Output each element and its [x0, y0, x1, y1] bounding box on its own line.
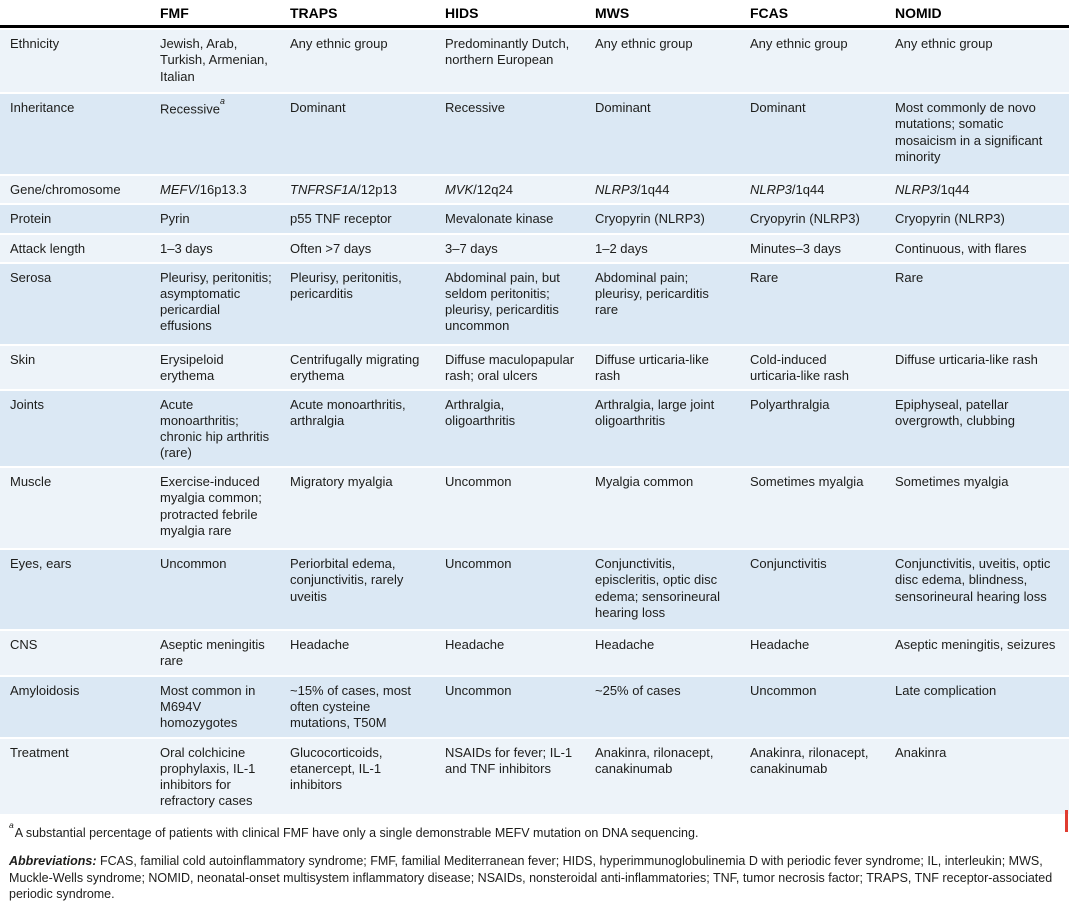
cell-ethnicity-fmf: Jewish, Arab, Turkish, Armenian, Italian: [150, 30, 280, 92]
cell-attack-length-nomid: Continuous, with flares: [885, 235, 1069, 262]
row-label-eyes-ears: Eyes, ears: [0, 550, 150, 629]
cell-treatment-hids: NSAIDs for fever; IL-1 and TNF inhibitors: [435, 739, 585, 814]
cell-amyloidosis-fmf: Most common in M694V homozygotes: [150, 677, 280, 737]
cell-cns-hids: Headache: [435, 631, 585, 674]
cell-cns-nomid: Aseptic meningitis, seizures: [885, 631, 1069, 674]
cell-attack-length-mws: 1–2 days: [585, 235, 740, 262]
cell-ethnicity-hids: Predominantly Dutch, northern European: [435, 30, 585, 92]
cell-gene-chromosome-mws: NLRP3/1q44: [585, 176, 740, 203]
cell-ethnicity-mws: Any ethnic group: [585, 30, 740, 92]
cell-amyloidosis-fcas: Uncommon: [740, 677, 885, 737]
footnote-a-text: A substantial percentage of patients with clinical FMF have only a single demonstrable MEFV mutation on DNA sequencing.: [14, 826, 699, 841]
cell-amyloidosis-nomid: Late complication: [885, 677, 1069, 737]
cell-muscle-nomid: Sometimes myalgia: [885, 468, 1069, 548]
cell-skin-mws: Diffuse urticaria-like rash: [585, 346, 740, 389]
cell-inheritance-mws: Dominant: [585, 94, 740, 174]
table-row-gene-chromosome: [0, 176, 1069, 203]
cell-eyes-ears-fmf: Uncommon: [150, 550, 280, 629]
cell-amyloidosis-hids: Uncommon: [435, 677, 585, 737]
table-row-serosa: [0, 264, 1069, 344]
cell-cns-fcas: Headache: [740, 631, 885, 674]
cell-eyes-ears-hids: Uncommon: [435, 550, 585, 629]
table-row-treatment: [0, 739, 1069, 814]
column-header-mws: MWS: [595, 5, 630, 21]
cell-gene-chromosome-traps: TNFRSF1A/12p13: [280, 176, 435, 203]
cell-gene-chromosome-nomid: NLRP3/1q44: [885, 176, 1069, 203]
cell-protein-traps: p55 TNF receptor: [280, 205, 435, 232]
cell-attack-length-fmf: 1–3 days: [150, 235, 280, 262]
table-row-inheritance: [0, 94, 1069, 174]
cell-joints-traps: Acute monoarthritis, arthralgia: [280, 391, 435, 466]
table-body: [0, 30, 1069, 814]
footnote-a-marker: a: [9, 820, 14, 831]
cell-amyloidosis-mws: ~25% of cases: [585, 677, 740, 737]
row-label-joints: Joints: [0, 391, 150, 466]
table-row-muscle: [0, 468, 1069, 548]
column-header-hids: HIDS: [445, 5, 479, 21]
cell-inheritance-hids: Recessive: [435, 94, 585, 174]
row-label-attack-length: Attack length: [0, 235, 150, 262]
cell-joints-mws: Arthralgia, large joint oligoarthritis: [585, 391, 740, 466]
cell-joints-hids: Arthralgia, oligoarthritis: [435, 391, 585, 466]
cell-eyes-ears-mws: Conjunctivitis, episcleritis, optic disc edema; sensorineural hearing loss: [585, 550, 740, 629]
row-label-muscle: Muscle: [0, 468, 150, 548]
cell-serosa-hids: Abdominal pain, but seldom peritonitis; pleurisy, pericarditis uncommon: [435, 264, 585, 344]
cell-amyloidosis-traps: ~15% of cases, most often cysteine mutations, T50M: [280, 677, 435, 737]
row-label-inheritance: Inheritance: [0, 94, 150, 174]
abbreviations-label: Abbreviations:: [9, 854, 97, 869]
cell-ethnicity-traps: Any ethnic group: [280, 30, 435, 92]
row-label-gene-chromosome: Gene/chromosome: [0, 176, 150, 203]
column-header-traps: TRAPS: [290, 5, 338, 21]
cell-protein-fmf: Pyrin: [150, 205, 280, 232]
cell-muscle-fmf: Exercise-induced myalgia common; protracted febrile myalgia rare: [150, 468, 280, 548]
table-row-attack-length: [0, 235, 1069, 262]
row-label-amyloidosis: Amyloidosis: [0, 677, 150, 737]
row-label-treatment: Treatment: [0, 739, 150, 814]
cell-inheritance-nomid: Most commonly de novo mutations; somatic mosaicism in a significant minority: [885, 94, 1069, 174]
cell-treatment-fmf: Oral colchicine prophylaxis, IL-1 inhibitors for refractory cases: [150, 739, 280, 814]
cell-joints-fmf: Acute monoarthritis; chronic hip arthritis (rare): [150, 391, 280, 466]
cell-attack-length-hids: 3–7 days: [435, 235, 585, 262]
cell-attack-length-traps: Often >7 days: [280, 235, 435, 262]
row-label-skin: Skin: [0, 346, 150, 389]
cell-ethnicity-nomid: Any ethnic group: [885, 30, 1069, 92]
cell-eyes-ears-fcas: Conjunctivitis: [740, 550, 885, 629]
cell-eyes-ears-traps: Periorbital edema, conjunctivitis, rarely uveitis: [280, 550, 435, 629]
cell-skin-fcas: Cold-induced urticaria-like rash: [740, 346, 885, 389]
column-header-fmf: FMF: [160, 5, 189, 21]
footnote-a: [9, 820, 1059, 841]
cell-inheritance-traps: Dominant: [280, 94, 435, 174]
cell-treatment-mws: Anakinra, rilonacept, canakinumab: [585, 739, 740, 814]
cell-inheritance-fcas: Dominant: [740, 94, 885, 174]
cell-cns-mws: Headache: [585, 631, 740, 674]
cell-muscle-hids: Uncommon: [435, 468, 585, 548]
cell-treatment-fcas: Anakinra, rilonacept, canakinumab: [740, 739, 885, 814]
cell-protein-nomid: Cryopyrin (NLRP3): [885, 205, 1069, 232]
table-row-amyloidosis: [0, 677, 1069, 737]
cell-treatment-nomid: Anakinra: [885, 739, 1069, 814]
cell-skin-fmf: Erysipeloid erythema: [150, 346, 280, 389]
cell-serosa-fmf: Pleurisy, peritonitis; asymptomatic pericardial effusions: [150, 264, 280, 344]
abbreviations: [9, 853, 1059, 903]
cell-muscle-fcas: Sometimes myalgia: [740, 468, 885, 548]
column-header-nomid: NOMID: [895, 5, 942, 21]
cell-skin-hids: Diffuse maculopapular rash; oral ulcers: [435, 346, 585, 389]
cell-protein-fcas: Cryopyrin (NLRP3): [740, 205, 885, 232]
abbreviations-text: FCAS, familial cold autoinflammatory syndrome; FMF, familial Mediterranean fever; HIDS, hyperimmunoglobulinemia D with periodic fever syndrome; IL, interleukin; MWS, Muckle-Wells syndrome; NOMID, neonatal-onset multisystem inflammatory disease; NSAIDs, nonsteroidal anti-inflammatories; TNF, tumor necrosis factor; TRAPS, TNF receptor-associated periodic syndrome.: [9, 854, 1053, 902]
table-row-joints: [0, 391, 1069, 466]
cell-protein-mws: Cryopyrin (NLRP3): [585, 205, 740, 232]
red-edge-mark: [1065, 810, 1068, 832]
cell-skin-nomid: Diffuse urticaria-like rash: [885, 346, 1069, 389]
cell-ethnicity-fcas: Any ethnic group: [740, 30, 885, 92]
cell-attack-length-fcas: Minutes–3 days: [740, 235, 885, 262]
cell-serosa-nomid: Rare: [885, 264, 1069, 344]
table-row-protein: [0, 205, 1069, 232]
cell-gene-chromosome-hids: MVK/12q24: [435, 176, 585, 203]
cell-skin-traps: Centrifugally migrating erythema: [280, 346, 435, 389]
row-label-serosa: Serosa: [0, 264, 150, 344]
cell-serosa-mws: Abdominal pain; pleurisy, pericarditis rare: [585, 264, 740, 344]
table-row-skin: [0, 346, 1069, 389]
cell-joints-nomid: Epiphyseal, patellar overgrowth, clubbing: [885, 391, 1069, 466]
cell-cns-fmf: Aseptic meningitis rare: [150, 631, 280, 674]
row-label-protein: Protein: [0, 205, 150, 232]
cell-protein-hids: Mevalonate kinase: [435, 205, 585, 232]
cell-muscle-traps: Migratory myalgia: [280, 468, 435, 548]
cell-joints-fcas: Polyarthralgia: [740, 391, 885, 466]
table-row-cns: [0, 631, 1069, 674]
footnotes: [0, 816, 1069, 903]
row-label-cns: CNS: [0, 631, 150, 674]
cell-cns-traps: Headache: [280, 631, 435, 674]
column-header-fcas: FCAS: [750, 5, 789, 21]
header-divider-rule: [0, 25, 1069, 28]
cell-gene-chromosome-fcas: NLRP3/1q44: [740, 176, 885, 203]
row-label-ethnicity: Ethnicity: [0, 30, 150, 92]
cell-inheritance-fmf: Recessive$^a$: [150, 94, 280, 174]
cell-serosa-traps: Pleurisy, peritonitis, pericarditis: [280, 264, 435, 344]
cell-serosa-fcas: Rare: [740, 264, 885, 344]
cell-muscle-mws: Myalgia common: [585, 468, 740, 548]
cell-eyes-ears-nomid: Conjunctivitis, uveitis, optic disc edema, blindness, sensorineural hearing loss: [885, 550, 1069, 629]
table-row-eyes-ears: [0, 550, 1069, 629]
cell-treatment-traps: Glucocorticoids, etanercept, IL-1 inhibitors: [280, 739, 435, 814]
table-row-ethnicity: [0, 30, 1069, 92]
column-header-blank: [0, 0, 150, 25]
table-header-row: [0, 0, 1069, 25]
cell-gene-chromosome-fmf: MEFV/16p13.3: [150, 176, 280, 203]
